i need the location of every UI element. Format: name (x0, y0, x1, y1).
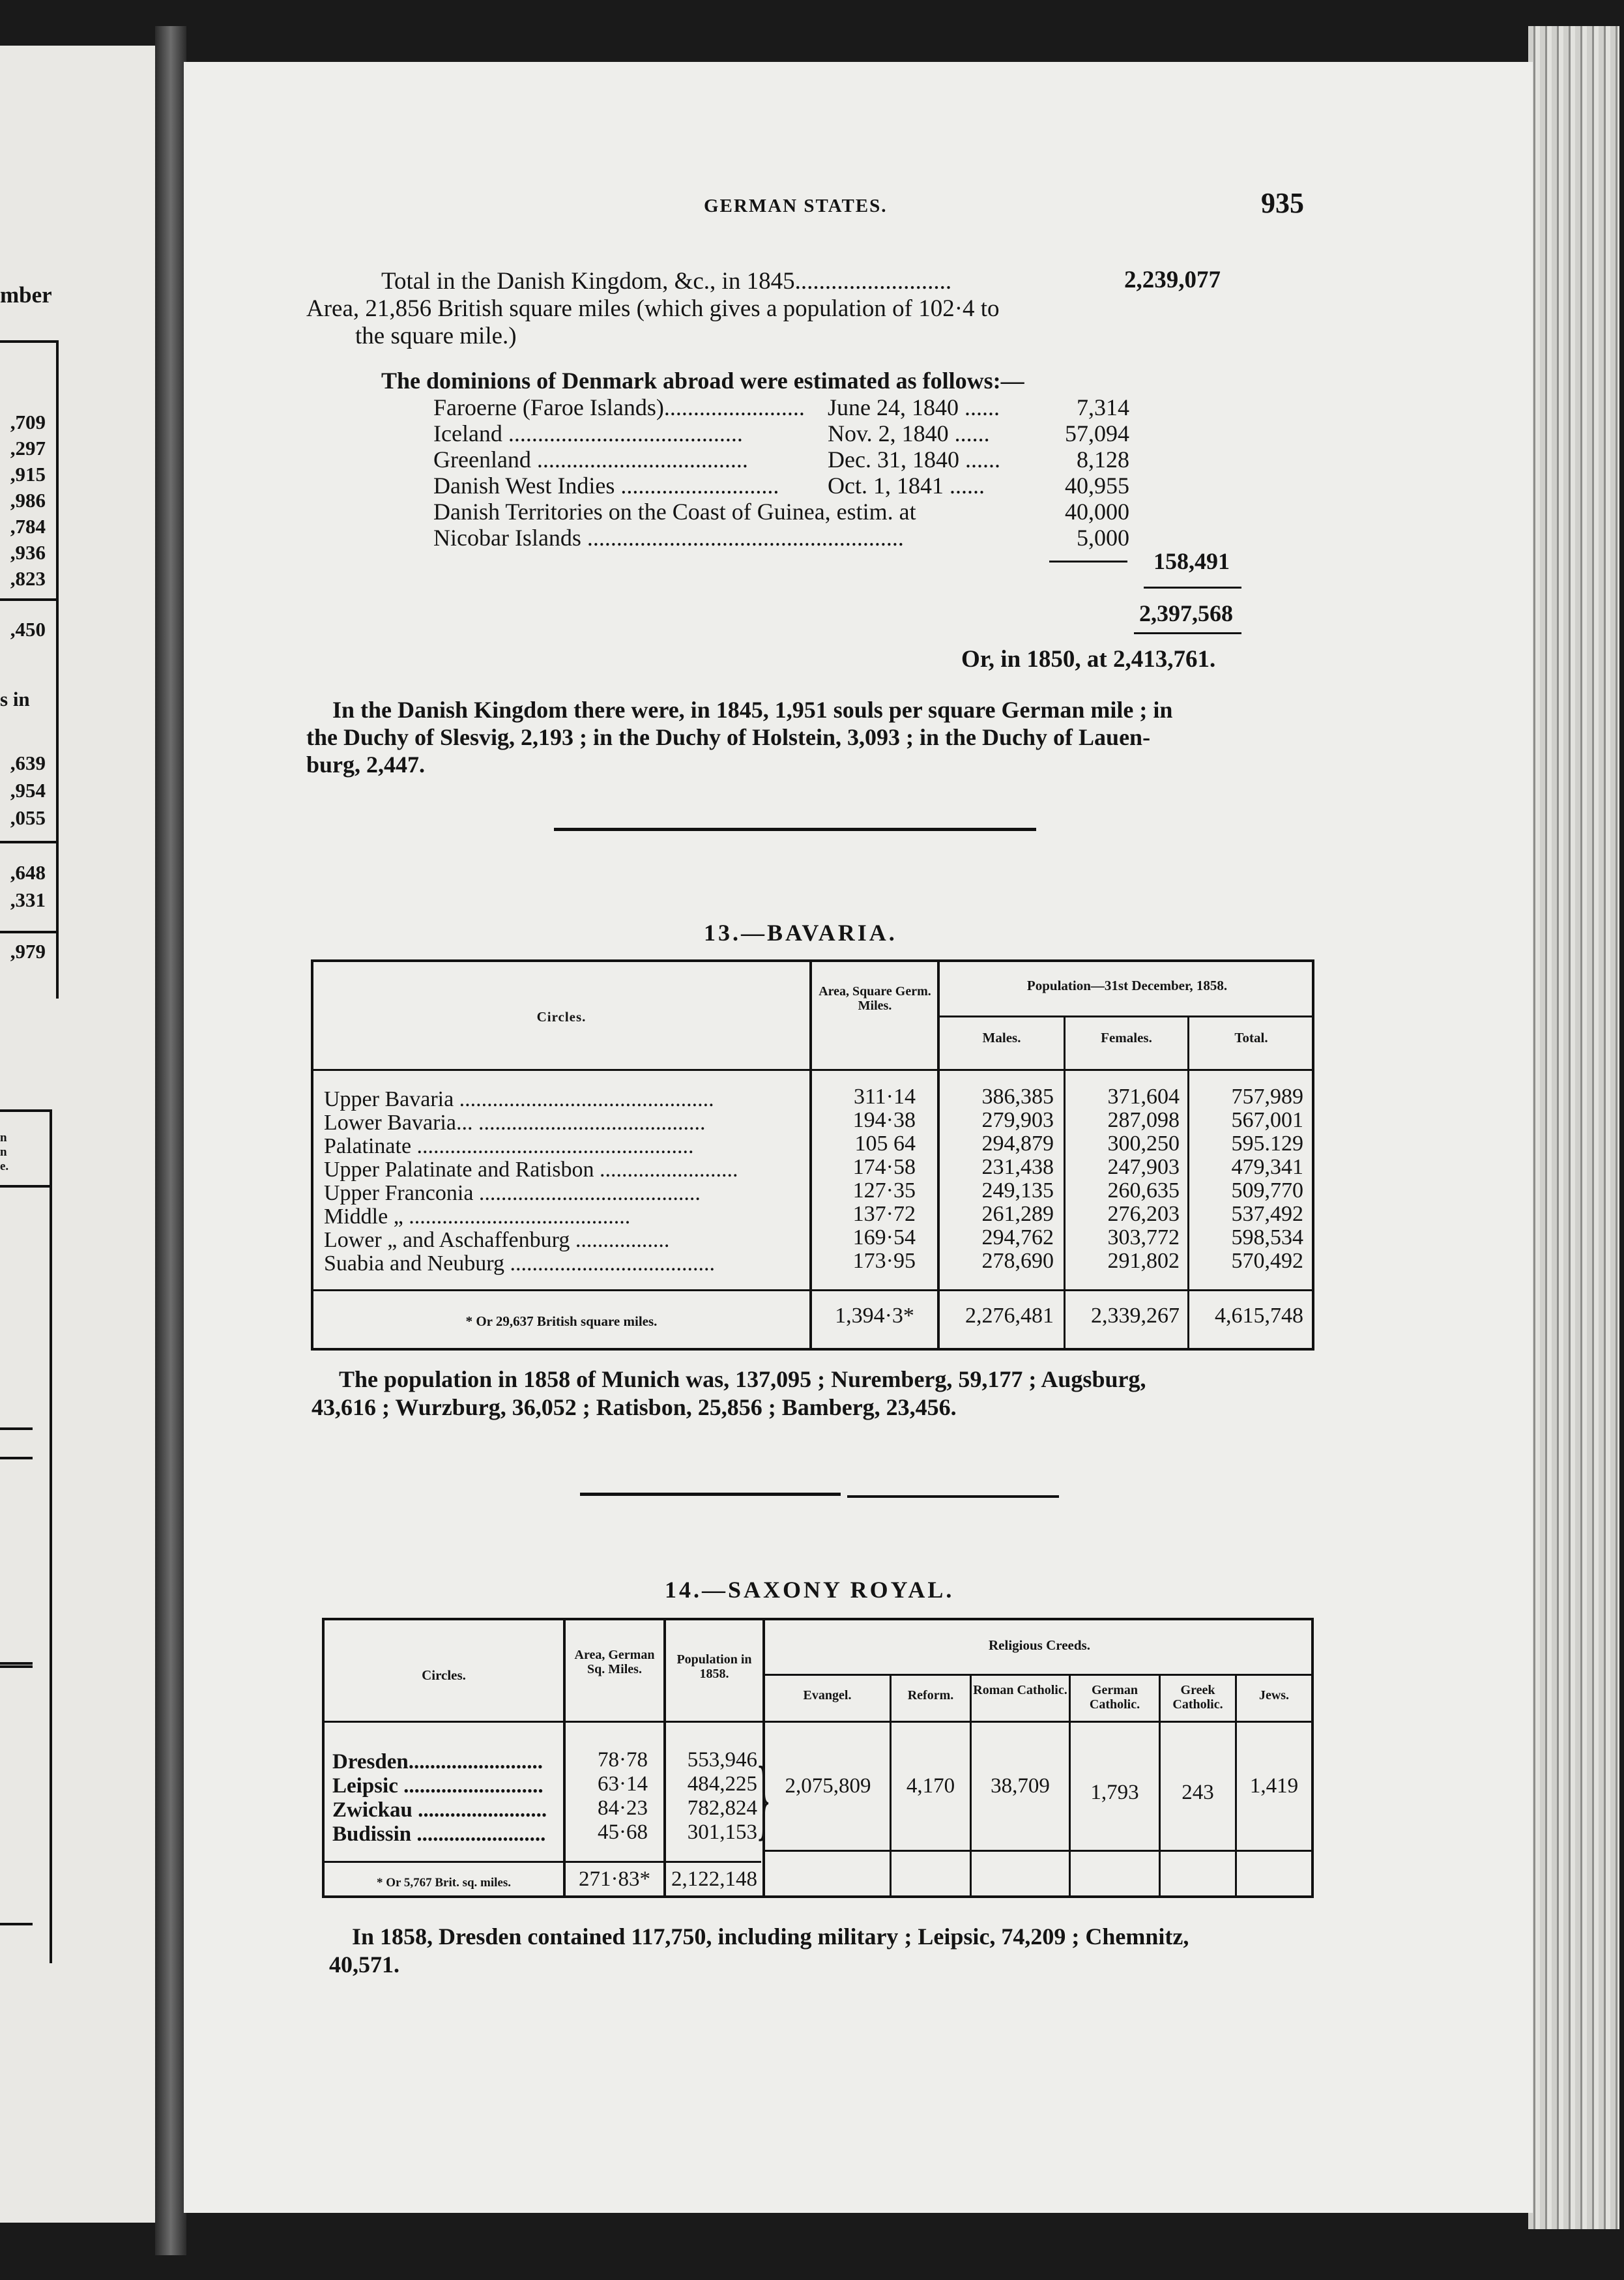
saxony-head-german-catholic: German Catholic. (1089, 1683, 1140, 1712)
bavaria-females: 371,604 (1107, 1085, 1180, 1109)
dominion-date: June 24, 1840 ...... (828, 394, 1000, 420)
bavaria-males: 386,385 (981, 1085, 1054, 1109)
table-rule (937, 959, 940, 1351)
bavaria-total-males: 2,276,481 (965, 1304, 1054, 1328)
saxony-head-greek: Greek Catholic. (1172, 1683, 1223, 1712)
bavaria-males: 278,690 (981, 1249, 1054, 1273)
bavaria-area: 127·35 (852, 1178, 916, 1203)
saxony-footnote: * Or 5,767 Brit. sq. miles. (376, 1876, 511, 1890)
saxony-title: 14.—SAXONY ROYAL. (665, 1577, 955, 1603)
saxony-area: 78·78 (598, 1748, 648, 1772)
left-page-rule (0, 598, 59, 601)
denmark-area-line: Area, 21,856 British square miles (which gives a population of 102·4 to (306, 295, 1000, 322)
dominion-name: Faroerne (Faroe Islands)........................ (433, 394, 805, 420)
saxony-population: 301,153 (687, 1820, 757, 1844)
left-page-rule (0, 1109, 52, 1112)
left-number: ,709 (10, 411, 46, 433)
left-page-numbers-b (0, 750, 46, 832)
saxony-cities-text: In 1858, Dresden contained 117,750, including military ; Leipsic, 74,209 ; Chemnitz, (352, 1923, 1189, 1950)
left-page-total-a: ,450 (10, 618, 46, 641)
bavaria-females: 291,802 (1107, 1249, 1180, 1273)
left-number: ,648 (10, 861, 46, 884)
bavaria-males: 294,879 (981, 1132, 1054, 1156)
bavaria-circle: Upper Palatinate and Ratisbon ......................... (324, 1158, 738, 1182)
bavaria-title: 13.—BAVARIA. (704, 920, 897, 946)
saxony-circle: Zwickau ........................ (332, 1798, 547, 1822)
bavaria-area: 137·72 (852, 1202, 916, 1226)
bavaria-total: 567,001 (1231, 1108, 1303, 1132)
bavaria-head-population: Population—31st December, 1858. (1026, 978, 1228, 993)
table-rule (322, 1861, 761, 1863)
bavaria-area: 311·14 (853, 1085, 916, 1109)
bavaria-circle: Lower „ and Aschaffenburg ................. (324, 1228, 670, 1252)
saxony-evangel: 2,075,809 (785, 1774, 871, 1798)
saxony-population: 782,824 (687, 1796, 757, 1820)
left-number: ,055 (10, 806, 46, 829)
bavaria-circle: Palatinate .................................................. (324, 1134, 694, 1158)
bavaria-cities-text: 43,616 ; Wurzburg, 36,052 ; Ratisbon, 25,856 ; Bamberg, 23,456. (312, 1394, 957, 1420)
denmark-area-line: the square mile.) (355, 323, 517, 349)
left-page-rule (0, 931, 59, 933)
left-page-numbers-c (0, 859, 46, 914)
dominion-value: 8,128 (1077, 446, 1129, 473)
left-page (0, 46, 160, 2223)
saxony-area: 84·23 (598, 1796, 648, 1820)
density-text: the Duchy of Slesvig, 2,193 ; in the Duchy of Holstein, 3,093 ; in the Duchy of Lauen- (306, 724, 1151, 750)
bavaria-circle: Middle „ ........................................ (324, 1205, 631, 1229)
left-page-numbers-a (0, 409, 46, 592)
left-number: ,639 (10, 752, 46, 774)
left-page-rule (0, 1427, 33, 1430)
dominions-intro: The dominions of Denmark abroad were estimated as follows:— (381, 368, 1024, 394)
left-page-rule (0, 1923, 33, 1925)
bavaria-females: 260,635 (1107, 1178, 1180, 1203)
saxony-head-reform: Reform. (907, 1688, 954, 1703)
left-page-vertical-rule (50, 1109, 52, 1963)
dominion-name: Danish Territories on the Coast of Guinea, estim. at (433, 499, 916, 525)
left-number: ,986 (10, 489, 46, 512)
dominion-value: 40,000 (1065, 499, 1129, 525)
saxony-total-area: 271·83* (579, 1867, 650, 1891)
dominion-name: Greenland .................................... (433, 446, 748, 473)
saxony-head-creeds: Religious Creeds. (989, 1637, 1090, 1653)
bavaria-total-total: 4,615,748 (1215, 1304, 1303, 1328)
left-number: ,784 (10, 515, 46, 538)
left-page-fragments (0, 1131, 8, 1174)
bavaria-circle: Upper Franconia ........................................ (324, 1181, 701, 1205)
subtotal-rule (1049, 561, 1127, 563)
bavaria-total: 537,492 (1231, 1202, 1303, 1226)
table-rule (311, 1289, 1314, 1291)
left-page-vertical-rule (56, 340, 59, 999)
saxony-reform: 4,170 (906, 1774, 955, 1798)
bavaria-females: 303,772 (1107, 1225, 1180, 1250)
bavaria-circle: Suabia and Neuburg ..................................... (324, 1251, 715, 1276)
saxony-greek: 243 (1182, 1781, 1214, 1804)
saxony-head-population: Population in 1858. (676, 1652, 752, 1681)
bavaria-area: 194·38 (852, 1108, 916, 1132)
saxony-circle: Dresden......................... (332, 1750, 543, 1774)
section-divider (554, 828, 1036, 831)
bavaria-females: 300,250 (1107, 1132, 1180, 1156)
bavaria-head-area: Area, Square Germ. Miles. (819, 984, 931, 1013)
saxony-roman: 38,709 (991, 1774, 1050, 1798)
saxony-head-circles: Circles. (422, 1667, 466, 1683)
saxony-german-catholic: 1,793 (1090, 1781, 1139, 1804)
bavaria-females: 287,098 (1107, 1108, 1180, 1132)
bavaria-total-area: 1,394·3* (835, 1304, 914, 1328)
bavaria-cities-text: The population in 1858 of Munich was, 137,095 ; Nuremberg, 59,177 ; Augsburg, (339, 1366, 1146, 1392)
left-page-rule (0, 1457, 33, 1459)
page-edges (1528, 26, 1619, 2229)
saxony-population: 553,946 (687, 1748, 757, 1772)
saxony-circle: Leipsic .......................... (332, 1774, 544, 1798)
table-rule (1187, 1017, 1189, 1351)
left-page-rule (0, 1185, 52, 1188)
section-divider (580, 1493, 841, 1496)
saxony-head-roman: Roman Catholic. (973, 1683, 1067, 1697)
left-page-total-c: ,979 (10, 940, 46, 963)
denmark-total-line: Total in the Danish Kingdom, &c., in 1845.......................... (381, 268, 952, 295)
bavaria-head-males: Males. (982, 1030, 1021, 1045)
left-number: ,936 (10, 541, 46, 564)
left-page-rule (0, 1665, 33, 1668)
dominion-date: Oct. 1, 1841 ...... (828, 473, 985, 499)
bavaria-total: 509,770 (1231, 1178, 1303, 1203)
bavaria-head-total: Total. (1234, 1030, 1268, 1045)
dominion-date: Nov. 2, 1840 ...... (828, 420, 990, 446)
running-header-title: GERMAN STATES. (704, 196, 888, 216)
table-rule (311, 1069, 1314, 1071)
left-fragment: n (0, 1145, 7, 1159)
bavaria-total-females: 2,339,267 (1091, 1304, 1180, 1328)
saxony-population: 484,225 (687, 1772, 757, 1796)
table-rule (765, 1674, 1314, 1676)
bavaria-males: 231,438 (981, 1155, 1054, 1179)
dominion-date: Dec. 31, 1840 ...... (828, 446, 1000, 473)
dominion-name: Nicobar Islands ...................................................... (433, 525, 904, 551)
dominion-name: Iceland ........................................ (433, 420, 743, 446)
denmark-1850-line: Or, in 1850, at 2,413,761. (961, 646, 1216, 673)
bavaria-total: 570,492 (1231, 1249, 1303, 1273)
left-number: ,954 (10, 779, 46, 802)
table-rule (809, 959, 812, 1351)
dominion-value: 40,955 (1065, 473, 1129, 499)
bavaria-males: 279,903 (981, 1108, 1054, 1132)
saxony-head-area: Area, German Sq. Miles. (574, 1648, 655, 1676)
dominions-subtotal: 158,491 (1153, 548, 1230, 574)
bavaria-total: 479,341 (1231, 1155, 1303, 1179)
bavaria-circle: Upper Bavaria .............................................. (324, 1087, 714, 1111)
bavaria-area: 173·95 (852, 1249, 916, 1273)
table-rule (940, 1016, 1314, 1017)
bavaria-head-females: Females. (1101, 1030, 1152, 1045)
section-divider (847, 1495, 1059, 1498)
bavaria-area: 169·54 (852, 1225, 916, 1250)
bavaria-area: 174·58 (852, 1155, 916, 1179)
book-spine (155, 26, 186, 2255)
left-number: ,331 (10, 888, 46, 911)
left-page-header-fragment: mber (0, 282, 52, 308)
left-fragment: n (0, 1131, 7, 1145)
saxony-jews: 1,419 (1249, 1774, 1299, 1798)
saxony-head-evangel: Evangel. (803, 1688, 852, 1703)
density-text: burg, 2,447. (306, 752, 426, 778)
left-page-rule (0, 1662, 33, 1665)
bavaria-males: 249,135 (981, 1178, 1054, 1203)
left-number: ,823 (10, 567, 46, 590)
bavaria-females: 276,203 (1107, 1202, 1180, 1226)
bavaria-total: 598,534 (1231, 1225, 1303, 1250)
saxony-area: 63·14 (598, 1772, 648, 1796)
saxony-area: 45·68 (598, 1820, 648, 1844)
denmark-total-value: 2,239,077 (1124, 267, 1221, 293)
left-page-rule (0, 340, 59, 343)
left-fragment: e. (0, 1160, 9, 1173)
density-text: In the Danish Kingdom there were, in 1845, 1,951 souls per square German mile ; in (332, 697, 1173, 723)
left-page-fragment: s in (0, 688, 30, 710)
bavaria-area: 105 64 (854, 1132, 916, 1156)
dominion-value: 5,000 (1077, 525, 1129, 551)
saxony-total-population: 2,122,148 (671, 1867, 757, 1891)
dominion-name: Danish West Indies ........................... (433, 473, 779, 499)
dominion-value: 7,314 (1077, 394, 1129, 420)
table-rule (322, 1721, 1314, 1723)
left-page-rule (0, 841, 59, 843)
bavaria-total: 757,989 (1231, 1085, 1303, 1109)
page-number: 935 (1261, 187, 1304, 219)
dominion-value: 57,094 (1065, 420, 1129, 446)
left-number: ,915 (10, 463, 46, 486)
bavaria-males: 294,762 (981, 1225, 1054, 1250)
bavaria-circle: Lower Bavaria... ......................................... (324, 1111, 706, 1135)
bavaria-total: 595.129 (1231, 1132, 1303, 1156)
bavaria-footnote: * Or 29,637 British square miles. (465, 1313, 658, 1329)
bavaria-head-circles: Circles. (536, 1009, 587, 1025)
saxony-head-jews: Jews. (1258, 1688, 1290, 1703)
table-rule (1064, 1017, 1066, 1351)
saxony-circle: Budissin ........................ (332, 1822, 546, 1846)
left-number: ,297 (10, 437, 46, 460)
table-rule (765, 1850, 1314, 1852)
saxony-brace: } (756, 1748, 772, 1849)
sum-rule (1134, 632, 1241, 634)
sum-rule (1144, 587, 1241, 589)
denmark-grand-total: 2,397,568 (1139, 600, 1233, 626)
bavaria-females: 247,903 (1107, 1155, 1180, 1179)
bavaria-males: 261,289 (981, 1202, 1054, 1226)
saxony-cities-text: 40,571. (329, 1951, 399, 1978)
